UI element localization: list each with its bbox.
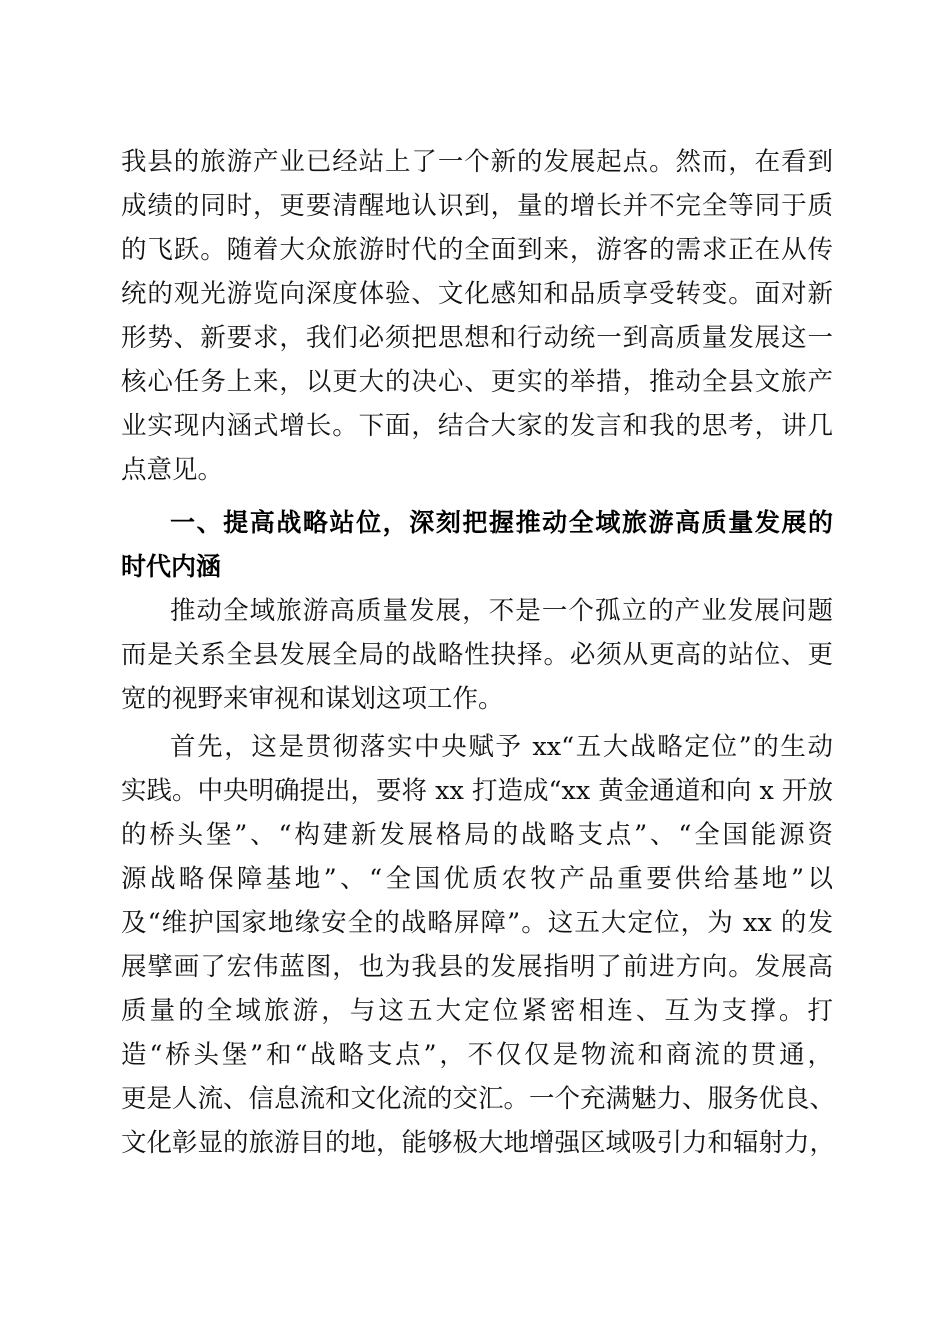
paragraph-2-line-3: 宽的视野来审视和谋划这项工作。 — [121, 684, 504, 714]
paragraph-1-line-8: 点意见。 — [121, 455, 224, 485]
paragraph-1-line-3: 的飞跃。随着大众旅游时代的全面到来，游客的需求正在从传 — [121, 235, 833, 265]
paragraph-3-line-6: 展擘画了宏伟蓝图，也为我县的发展指明了前进方向。发展高 — [121, 952, 833, 982]
paragraph-2-line-1: 推动全域旅游高质量发展，不是一个孤立的产业发展问题 — [170, 596, 833, 626]
paragraph-3-line-4: 源战略保障基地”、“全国优质农牧产品重要供给基地”以 — [121, 864, 833, 894]
section-heading-line-2: 时代内涵 — [121, 552, 222, 581]
paragraph-1-line-6: 核心任务上来，以更大的决心、更实的举措，推动全县文旅产 — [121, 367, 833, 397]
section-heading-line-1: 一、提高战略站位，深刻把握推动全域旅游高质量发展的 — [170, 508, 833, 537]
paragraph-3-line-8: 造“桥头堡”和“战略支点”，不仅仅是物流和商流的贯通， — [121, 1040, 833, 1070]
paragraph-2-line-2: 而是关系全县发展全局的战略性抉择。必须从更高的站位、更 — [121, 640, 833, 670]
paragraph-3-line-2: 实践。中央明确提出，要将 xx 打造成“xx 黄金通道和向 x 开放 — [121, 776, 833, 806]
paragraph-1-line-5: 形势、新要求，我们必须把思想和行动统一到高质量发展这一 — [121, 323, 833, 353]
paragraph-3-line-1: 首先，这是贯彻落实中央赋予 xx“五大战略定位”的生动 — [170, 732, 833, 762]
paragraph-3-line-3: 的桥头堡”、“构建新发展格局的战略支点”、“全国能源资 — [121, 820, 833, 850]
paragraph-3-line-10: 文化彰显的旅游目的地，能够极大地增强区域吸引力和辐射力， — [121, 1128, 836, 1158]
paragraph-3-line-9: 更是人流、信息流和文化流的交汇。一个充满魅力、服务优良、 — [121, 1084, 836, 1114]
paragraph-1-line-1: 我县的旅游产业已经站上了一个新的发展起点。然而，在看到 — [121, 147, 833, 177]
paragraph-3-line-5: 及“维护国家地缘安全的战略屏障”。这五大定位，为 xx 的发 — [121, 908, 833, 938]
paragraph-3-line-7: 质量的全域旅游，与这五大定位紧密相连、互为支撑。打 — [121, 996, 833, 1026]
paragraph-1-line-7: 业实现内涵式增长。下面，结合大家的发言和我的思考，讲几 — [121, 411, 833, 441]
paragraph-1-line-4: 统的观光游览向深度体验、文化感知和品质享受转变。面对新 — [121, 279, 833, 309]
paragraph-1-line-2: 成绩的同时，更要清醒地认识到，量的增长并不完全等同于质 — [121, 191, 833, 221]
